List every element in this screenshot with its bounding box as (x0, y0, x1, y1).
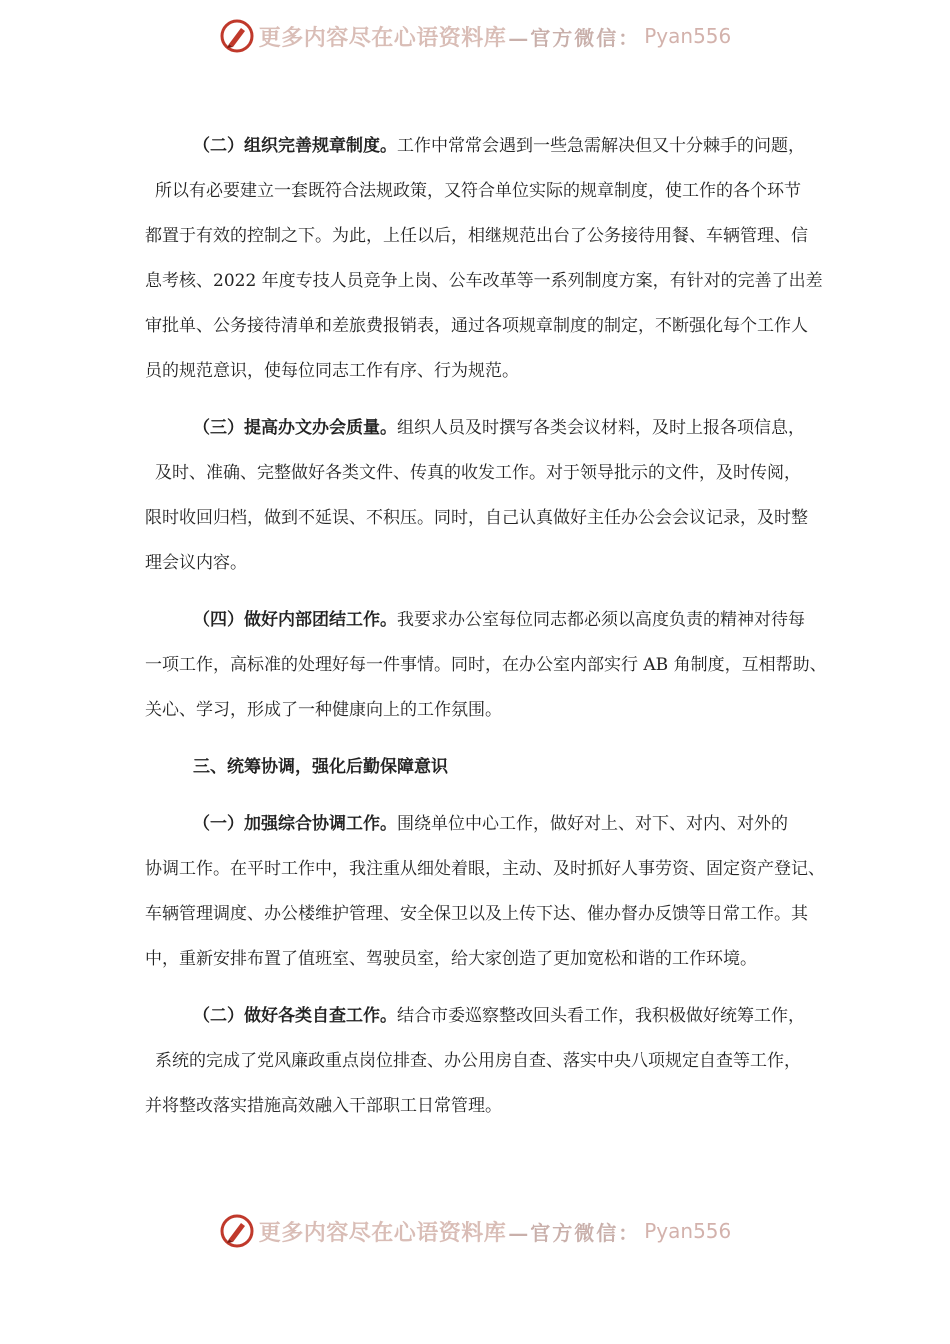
paragraph-line: 员的规范意识，使每位同志工作有序、行为规范。 (145, 361, 519, 381)
paragraph-lead: （二）组织完善规章制度。 (193, 136, 397, 156)
paragraph-line: 息考核、2022 年度专技人员竞争上岗、公车改革等一系列制度方案，有针对的完善了出差 (145, 271, 823, 291)
paragraph-lead: （一）加强综合协调工作。 (193, 814, 397, 834)
document-body (145, 124, 825, 1141)
paragraph-unity (145, 598, 825, 733)
paragraph-line: （二）做好各类自查工作。结合市委巡察整改回头看工作，我积极做好统筹工作， (193, 1006, 805, 1026)
paragraph-line: 车辆管理调度、办公楼维护管理、安全保卫以及上传下达、催办督办反馈等日常工作。其 (145, 904, 808, 924)
paragraph-quality (145, 406, 825, 586)
header-official-label: —官方微信： (508, 25, 641, 50)
paragraph-lead: （三）提高办文办会质量。 (193, 418, 397, 438)
paragraph-line: 理会议内容。 (145, 553, 247, 573)
paragraph-line: 并将整改落实措施高效融入干部职工日常管理。 (145, 1096, 502, 1116)
paragraph-line: 及时、准确、完整做好各类文件、传真的收发工作。对于领导批示的文件，及时传阅， (155, 463, 801, 483)
header-brand: 更多内容尽在心语资料库 (258, 24, 507, 51)
pen-circle-logo-icon (219, 18, 255, 54)
paragraph-line: （三）提高办文办会质量。组织人员及时撰写各类会议材料，及时上报各项信息， (193, 418, 805, 438)
footer-wechat-id: Pyan556 (644, 1219, 732, 1243)
paragraph-line: 所以有必要建立一套既符合法规政策，又符合单位实际的规章制度，使工作的各个环节 (155, 181, 801, 201)
paragraph-line: 系统的完成了党风廉政重点岗位排查、办公用房自查、落实中央八项规定自查等工作， (155, 1051, 801, 1071)
paragraph-line: 一项工作，高标准的处理好每一件事情。同时，在办公室内部实行 AB 角制度，互相帮助、 (145, 655, 827, 675)
paragraph-coordination (145, 802, 825, 982)
section-heading: 三、统筹协调，强化后勤保障意识 (193, 757, 448, 777)
paragraph-line: 关心、学习，形成了一种健康向上的工作氛围。 (145, 700, 502, 720)
paragraph-rules (145, 124, 825, 394)
footer-banner (0, 1211, 950, 1251)
paragraph-line: （一）加强综合协调工作。围绕单位中心工作，做好对上、对下、对内、对外的 (193, 814, 788, 834)
paragraph-line: 都置于有效的控制之下。为此，上任以后，相继规范出台了公务接待用餐、车辆管理、信 (145, 226, 808, 246)
footer-official-label: —官方微信： (508, 1220, 641, 1245)
paragraph-line: 限时收回归档，做到不延误、不积压。同时，自己认真做好主任办公会会议记录，及时整 (145, 508, 808, 528)
paragraph-selfcheck (145, 994, 825, 1129)
footer-brand: 更多内容尽在心语资料库 (258, 1219, 507, 1246)
paragraph-line: （二）组织完善规章制度。工作中常常会遇到一些急需解决但又十分棘手的问题， (193, 136, 805, 156)
paragraph-lead: （二）做好各类自查工作。 (193, 1006, 397, 1026)
pen-circle-logo-icon (219, 1213, 255, 1249)
paragraph-line: （四）做好内部团结工作。我要求办公室每位同志都必须以高度负责的精神对待每 (193, 610, 805, 630)
header-wechat-id: Pyan556 (644, 24, 732, 48)
paragraph-line: 中，重新安排布置了值班室、驾驶员室，给大家创造了更加宽松和谐的工作环境。 (145, 949, 757, 969)
paragraph-lead: （四）做好内部团结工作。 (193, 610, 397, 630)
header-banner (0, 16, 950, 56)
paragraph-line: 协调工作。在平时工作中，我注重从细处着眼，主动、及时抓好人事劳资、固定资产登记、 (145, 859, 825, 879)
paragraph-line: 审批单、公务接待清单和差旅费报销表，通过各项规章制度的制定，不断强化每个工作人 (145, 316, 808, 336)
